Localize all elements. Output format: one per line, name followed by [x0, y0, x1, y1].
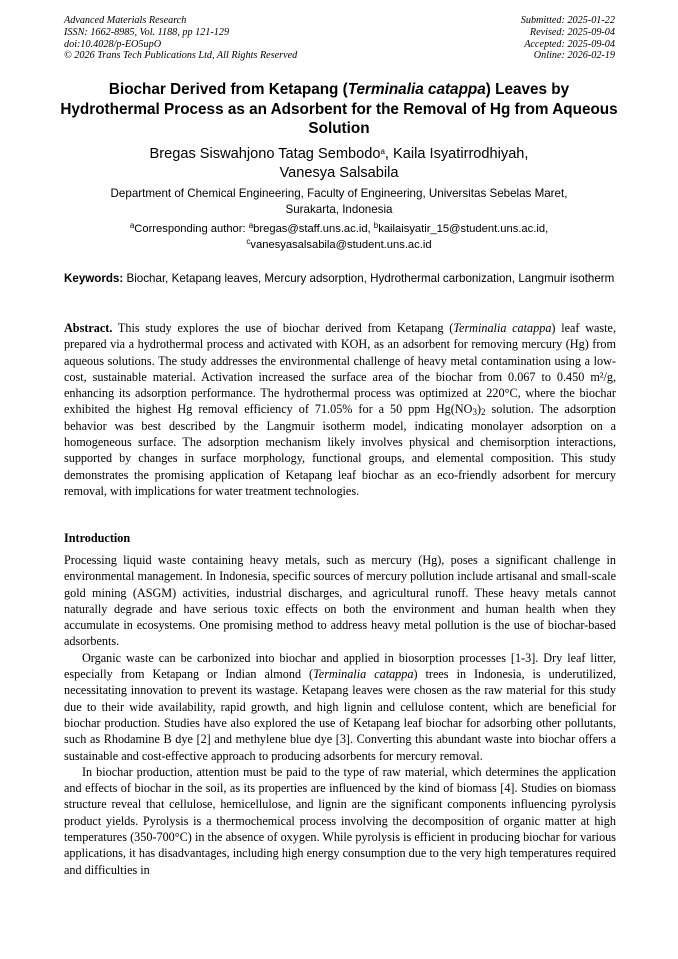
author-name: Bregas Siswahjono Tatag Sembodo — [149, 146, 381, 162]
copyright: © 2026 Trans Tech Publications Ltd, All Rights Reserved — [64, 50, 298, 62]
introduction-body — [64, 552, 616, 878]
paper-title — [60, 80, 618, 139]
revised-date: Revised: 2025-09-04 — [529, 26, 615, 38]
affiliation — [60, 186, 618, 218]
paragraph-species: Terminalia catappa — [313, 667, 414, 682]
title-part: Biochar Derived from Ketapang ( — [108, 81, 348, 98]
email-mark: a — [129, 221, 135, 230]
issn: ISSN: 1662-8985, Vol. 1188, pp 121-129 — [64, 26, 230, 38]
abstract-label: Abstract. — [64, 321, 113, 335]
abstract — [64, 320, 616, 499]
abstract-text: ) leaf waste, prepared via a hydrothermal process and activated with KOH, as an adsorbent for removing mercury (Hg) from aqueous solutions. The study addresses the environmental challenge of heavy metal contamination using a low-cost, sustainable material. Activation increased the surface area of the biochar from 0.067 to 0.450 m²/g, enhancing its adsorption performance. The hydrothermal process was optimized at 220°C, where the biochar exhibited the highest Hg removal efficiency of 71.05% for a 50 ppm Hg(NO — [64, 321, 616, 417]
affiliation-line: Surakarta, Indonesia — [285, 203, 393, 216]
corresponding-label: Corresponding author: — [134, 223, 249, 235]
submitted-date: Submitted: 2025-01-22 — [520, 15, 615, 26]
email-link[interactable]: vanesyasalsabila@student.uns.ac.id — [250, 238, 432, 251]
subscript: 2 — [481, 407, 486, 418]
abstract-text: This study explores the use of biochar derived from Ketapang ( — [112, 321, 454, 335]
email-mark: a — [248, 221, 254, 230]
abstract-text: ) — [476, 402, 481, 417]
keywords-text: Biochar, Ketapang leaves, Mercury adsorption, Hydrothermal carbonization, Langmuir isotherm — [123, 272, 615, 285]
abstract-text: solution. The adsorption behavior was best described by the Langmuir isotherm model, indicating monolayer adsorption on a homogeneous surface. The adsorption mechanism likely involves physical and chemisorption interactions, supported by changes in surface morphology, functional groups, and elemental composition. This study demonstrates the promising application of Ketapang leaf biochar as an eco-friendly adsorbent for mercury removal, with implications for water treatment technologies. — [64, 402, 616, 498]
email-mark: b — [373, 221, 379, 230]
journal-header — [64, 15, 297, 62]
paragraph: Processing liquid waste containing heavy metals, such as mercury (Hg), poses a significant challenge in environmental management. In Indonesia, specific sources of mercury pollution include artisanal and small-scale gold mining (ASGM) activities, industrial discharges, and agricultural runoff. These heavy metals cannot naturally degrade and have serious toxic effects on both the environment and human health when they accumulate in ecosystems. One promising method to address heavy metal pollution is the use of biochar-based adsorbents. — [64, 553, 616, 649]
online-date: Online: 2026-02-19 — [533, 50, 615, 62]
corresponding-author — [60, 222, 618, 253]
keywords — [64, 271, 616, 287]
author-name: Vanesya Salsabila — [279, 165, 399, 181]
paragraph: In biochar production, attention must be paid to the type of raw material, which determines the application and effects of biochar in the soil, as its properties are influenced by the kind of biomass [4]. Studies on biomass structure reveal that cellulose, hemicellulose, and lignin are the significant components influencing pyrolysis product yields. Pyrolysis is a thermochemical process involving the decomposition of organic matter at high temperatures (350-700°C) in the absence of oxygen. While pyrolysis is efficient in producing biochar for various applications, it has disadvantages, including high energy consumption due to the very high temperatures required and difficulties in — [64, 764, 616, 877]
title-species: Terminalia catappa — [347, 81, 486, 98]
subscript: 3 — [472, 407, 477, 418]
paragraph-text: Organic waste can be carbonized into biochar and applied in biosorption processes [1-3]. Dry leaf litter, especially from Ketapang or Indian almond ( — [64, 650, 616, 682]
abstract-species: Terminalia catappa — [453, 321, 552, 335]
email-link[interactable]: kailaisyatir_15@student.uns.ac.id, — [378, 223, 549, 235]
title-part: ) Leaves by Hydrothermal Process as an Adsorbent for the Removal of Hg from Aqueous Solution — [60, 81, 618, 137]
section-heading: Introduction — [64, 531, 131, 545]
author-mark: a — [380, 147, 385, 156]
author-names: , Kaila Isyatirrodhiyah, — [384, 146, 529, 162]
email-mark: c — [246, 236, 251, 246]
paragraph-text: ) trees in Indonesia, is underutilized, necessitating innovation to prevent its wastage. Ketapang leaves were chosen as the raw material for this study due to their wide availability, rapid growth, and high lignin and cellulose content, which are beneficial for biochar production. Studies have also explored the use of Ketapang leaf biochar for adsorbing other pollutants, such as Rhodamine B dye [2] and methylene blue dye [3]. Converting this abundant waste into biochar offers a sustainable and cost-effective approach to producing adsorbents for mercury removal. — [64, 667, 616, 763]
doi: doi:10.4028/p-EO5upO — [64, 38, 162, 50]
paragraph — [64, 650, 616, 764]
journal-name: Advanced Materials Research — [64, 15, 187, 26]
dates-header — [521, 15, 615, 62]
accepted-date: Accepted: 2025-09-04 — [524, 38, 615, 50]
affiliation-line: Department of Chemical Engineering, Faculty of Engineering, Universitas Sebelas Maret, — [110, 187, 568, 200]
keywords-label: Keywords: — [64, 272, 124, 285]
email-link[interactable]: bregas@staff.uns.ac.id, — [253, 223, 374, 235]
author-list — [60, 145, 618, 183]
